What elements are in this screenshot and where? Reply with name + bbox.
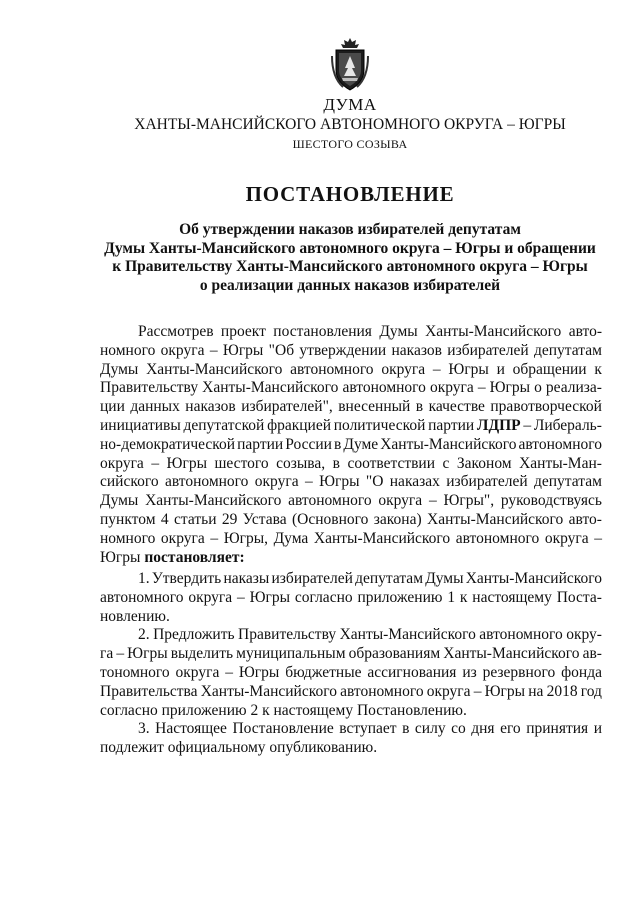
word: созыва, <box>276 454 326 472</box>
word: – <box>236 588 245 606</box>
word: – <box>116 645 125 663</box>
word: – <box>225 663 233 681</box>
word: округа <box>175 663 220 681</box>
word: 2. <box>138 626 150 644</box>
word: Югры, <box>223 529 269 547</box>
word: политической <box>333 416 426 434</box>
word: округа <box>429 379 474 397</box>
word: – <box>209 341 218 359</box>
word: и <box>593 720 602 738</box>
text-line <box>100 570 602 589</box>
word: округа <box>378 492 423 510</box>
word: автономного <box>290 360 374 378</box>
coat-of-arms-emblem <box>329 36 371 92</box>
word: Думы <box>379 323 418 340</box>
word: Ханты-Мансийского <box>443 645 580 663</box>
word: руководствуясь <box>500 492 602 510</box>
word: – <box>151 454 160 472</box>
word: округа <box>254 473 299 491</box>
word: Ханты-Мансийского <box>145 492 282 510</box>
text-line <box>100 323 602 342</box>
word: Ханты-Мансийского <box>427 510 564 528</box>
word: "О <box>365 473 384 491</box>
word: утверждении <box>299 341 387 359</box>
word: образованиям <box>348 645 441 663</box>
word: Югры <box>100 548 141 566</box>
word: инициативы <box>100 416 181 434</box>
word: согласно <box>294 588 353 606</box>
word: с <box>442 454 450 472</box>
text-line <box>100 473 602 492</box>
title-line: Думы Ханты-Мансийского автономного округа – Югры и обращении <box>104 239 596 257</box>
word: внесенный <box>338 398 411 416</box>
word: Законом <box>456 454 512 472</box>
word: Югры <box>238 663 280 681</box>
word: 29 <box>221 510 238 528</box>
text-line <box>100 436 602 455</box>
word: Югры <box>127 645 168 663</box>
word: к <box>459 588 468 606</box>
word: округа <box>100 454 144 472</box>
word: Настоящее <box>155 720 227 738</box>
word: Ханты-Ман- <box>519 454 602 472</box>
word: – <box>473 682 482 700</box>
word: год <box>580 682 602 700</box>
word: качестве <box>428 398 485 416</box>
title-line: о реализации данных наказов избирателей <box>199 276 501 294</box>
word: Югры <box>484 682 526 700</box>
word: но-демократической <box>100 435 236 453</box>
word: Предложить <box>153 626 235 644</box>
word: Устава <box>242 510 287 528</box>
word: автономного <box>479 626 563 644</box>
word: окру- <box>566 626 602 644</box>
text-line <box>100 398 602 417</box>
word: Ханты-Мансийского <box>339 626 476 644</box>
word: округа <box>544 529 589 547</box>
word: дня <box>471 720 495 738</box>
word: автономного <box>164 473 249 491</box>
preamble-paragraph <box>100 323 602 567</box>
word: наказы <box>223 570 270 587</box>
word: настоящему <box>472 588 552 606</box>
word: Поста- <box>556 588 602 606</box>
word: со <box>451 720 466 738</box>
word: депутатской <box>183 416 265 434</box>
text-line <box>100 683 602 702</box>
word: – <box>594 529 602 547</box>
word: Ханты-Мансийского <box>380 435 517 453</box>
word: автономного <box>100 588 184 606</box>
text-line <box>100 626 602 645</box>
word: 1. <box>138 570 150 587</box>
word: бюджетные <box>285 663 362 681</box>
word: Югры", <box>443 492 495 510</box>
word: – <box>210 529 219 547</box>
word: наказов <box>185 398 236 416</box>
word: его <box>500 720 521 738</box>
word: муниципальным <box>236 645 346 663</box>
text-line <box>100 379 602 398</box>
word: на <box>528 682 544 700</box>
word: в <box>415 398 424 416</box>
word: соответствии <box>347 454 436 472</box>
word: фракцией <box>267 416 332 434</box>
organization-region: ХАНТЫ-МАНСИЙСКОГО АВТОНОМНОГО ОКРУГА – ЮГРЫ <box>134 116 566 133</box>
word: – <box>477 379 486 397</box>
word: избирателей <box>271 570 353 587</box>
word: выделить <box>170 645 234 663</box>
word: Югры <box>222 341 264 359</box>
word: сийского <box>100 473 159 491</box>
word: Югры <box>319 473 360 491</box>
word: автономного <box>288 492 372 510</box>
word: в <box>332 454 340 472</box>
word: округа <box>188 588 233 606</box>
resolves-keyword: постановляет: <box>144 548 245 566</box>
word: ав- <box>582 645 602 663</box>
word: Югры <box>448 360 489 378</box>
word: депутатам <box>355 570 423 587</box>
text-line <box>100 361 602 380</box>
word: 3. <box>138 720 150 738</box>
word: правотворческой <box>490 398 602 416</box>
word: автономного <box>340 682 424 700</box>
word: "Об <box>268 341 295 359</box>
word: автономного <box>455 529 540 547</box>
word: обращении <box>512 360 587 378</box>
word: Югры <box>489 379 531 397</box>
word: в <box>402 720 410 738</box>
document-type: ПОСТАНОВЛЕНИЕ <box>245 182 455 206</box>
word: Ханты-Мансийского <box>425 323 562 340</box>
word: принятия <box>526 720 589 738</box>
word: шестого <box>214 454 269 472</box>
word: – <box>432 360 441 378</box>
word: номного <box>100 529 156 547</box>
word: депутатам <box>534 341 602 359</box>
text-line <box>100 645 602 664</box>
word: и <box>496 360 505 378</box>
document-title <box>0 221 640 295</box>
word: Правительству <box>100 379 199 397</box>
word: депутатам <box>533 473 602 491</box>
word: данных <box>130 398 180 416</box>
word: ассигнования <box>367 663 457 681</box>
word: тономного <box>100 663 170 681</box>
word: избирателей <box>446 473 528 491</box>
word: автономного <box>342 379 426 397</box>
word: пунктом <box>100 510 156 528</box>
title-line: к Правительству Ханты-Мансийского автономного округа – Югры <box>112 258 588 275</box>
word: фонда <box>561 663 602 681</box>
word: авто- <box>568 323 602 340</box>
word: силу <box>414 720 446 738</box>
word: Ханты-Мансийского <box>146 360 283 378</box>
word: округа <box>160 529 205 547</box>
word: Правительства <box>100 682 198 700</box>
word: авто- <box>568 510 602 528</box>
word: статьи <box>174 510 217 528</box>
word: реализа- <box>545 379 602 397</box>
resolution-items <box>100 570 602 758</box>
convocation: ШЕСТОГО СОЗЫВА <box>292 137 408 151</box>
word: Думы <box>425 570 464 587</box>
word: – <box>304 473 313 491</box>
word: в <box>334 435 342 453</box>
word: 4 <box>160 510 169 528</box>
word: Думы <box>100 360 139 378</box>
text-line <box>100 455 602 474</box>
word: России <box>285 435 332 453</box>
word: автономного <box>518 435 602 453</box>
text-line <box>100 549 602 568</box>
word: наказов <box>391 341 442 359</box>
word: Ханты-Мансийского <box>200 682 337 700</box>
word: о <box>534 379 542 397</box>
text-line: согласно приложению 2 к настоящему Постановлению. <box>100 701 467 719</box>
word: (Основного <box>292 510 369 528</box>
text-line <box>100 589 602 608</box>
party-name: ЛДПР <box>476 416 521 434</box>
word: постановления <box>273 323 372 340</box>
word: – <box>428 492 437 510</box>
word: закона) <box>373 510 422 528</box>
title-line: Об утверждении наказов избирателей депутатам <box>179 221 521 238</box>
word: Утвердить <box>151 570 222 587</box>
word: из <box>462 663 477 681</box>
word: к <box>594 360 602 378</box>
text-line <box>100 417 602 436</box>
word: ции <box>100 398 125 416</box>
word: партии <box>428 416 475 434</box>
word: Дума <box>273 529 309 547</box>
word: округа <box>381 360 426 378</box>
word: проект <box>220 323 266 340</box>
word: Либераль- <box>533 416 602 434</box>
word: партии <box>237 435 284 453</box>
text-line: новлению. <box>100 607 170 625</box>
word: Думе <box>343 435 379 453</box>
word: избирателей", <box>241 398 333 416</box>
word: га <box>100 645 114 663</box>
word: Ханты-Мансийского <box>202 379 339 397</box>
word: избирателей <box>447 341 529 359</box>
word: округа <box>160 341 205 359</box>
text-line <box>100 530 602 549</box>
word: приложению <box>357 588 443 606</box>
word: Думы <box>100 492 139 510</box>
word: номного <box>100 341 156 359</box>
word: Югры <box>249 588 291 606</box>
word: 1 <box>447 588 456 606</box>
word: Югры <box>166 454 207 472</box>
word: 2018 <box>546 682 578 700</box>
text-line <box>100 492 602 511</box>
word: Постановление <box>232 720 334 738</box>
text-line <box>100 511 602 530</box>
word: наказах <box>389 473 440 491</box>
word: округа <box>426 682 471 700</box>
word: резервного <box>482 663 556 681</box>
word: Рассмотрев <box>138 323 214 340</box>
text-line <box>100 342 602 361</box>
word: Ханты-Мансийского <box>313 529 451 547</box>
word: вступает <box>339 720 397 738</box>
word: – <box>523 416 532 434</box>
text-line: подлежит официальному опубликованию. <box>100 739 378 757</box>
word: Правительству <box>238 626 337 644</box>
word: Ханты-Мансийского <box>465 570 602 587</box>
text-line <box>100 664 602 683</box>
text-line <box>100 720 602 739</box>
organization-name: ДУМА <box>323 95 377 114</box>
